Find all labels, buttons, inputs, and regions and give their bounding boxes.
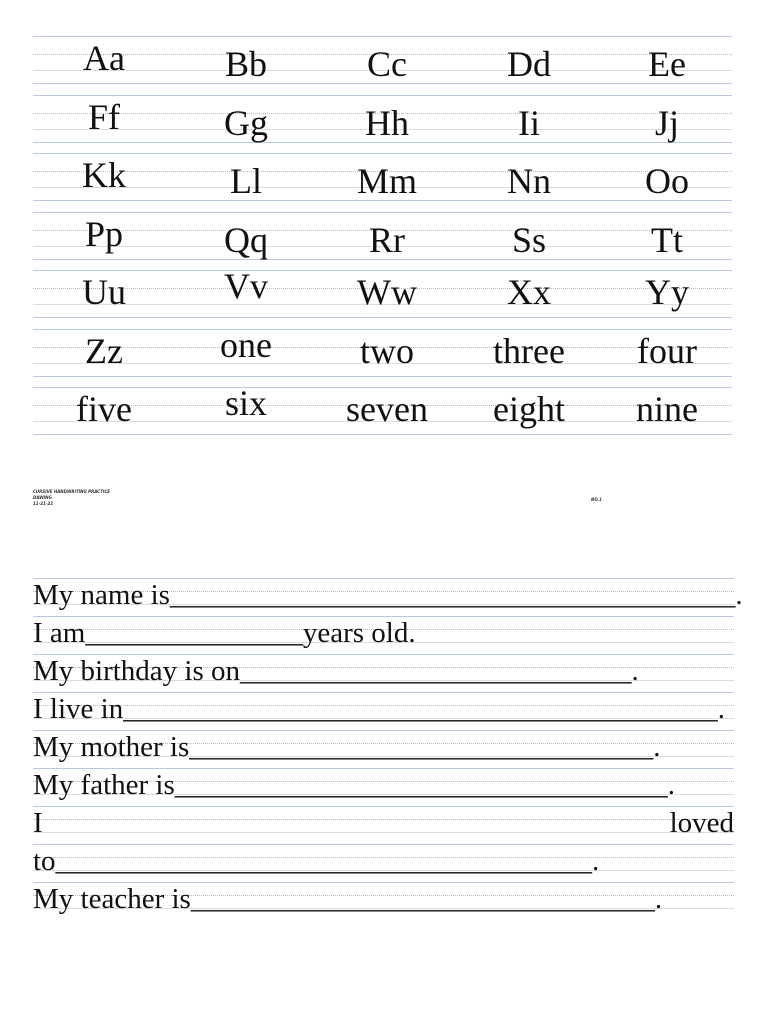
- worksheet-number: NO.1: [591, 497, 602, 502]
- grid-cell: Ll: [230, 161, 262, 201]
- father-sentence: My father is__________________________________.: [33, 769, 675, 801]
- grid-cell: Yy: [645, 272, 689, 312]
- grid-cell: Ii: [518, 102, 540, 143]
- birthday-sentence: My birthday is on___________________________.: [33, 655, 639, 687]
- loved-to-sentence: to_____________________________________.: [33, 845, 600, 877]
- mother-sentence: My mother is________________________________.: [33, 731, 661, 763]
- age-sentence: I am_______________years old.: [33, 617, 416, 649]
- grid-cell: Ee: [648, 44, 686, 84]
- grid-cell: Ww: [357, 272, 417, 312]
- grid-cell: Xx: [507, 272, 551, 312]
- grid-cell: four: [637, 330, 697, 371]
- grid-row: [33, 266, 732, 328]
- worksheet-date: 11-21-22: [33, 501, 54, 506]
- grid-cell: Nn: [507, 161, 551, 201]
- grid-row: [33, 212, 732, 270]
- grid-cell: Mm: [356, 161, 417, 201]
- grid-cell: Rr: [369, 219, 405, 260]
- about-me-form: [33, 578, 743, 918]
- grid-cell: Kk: [82, 155, 126, 195]
- worksheet-header: [33, 489, 733, 519]
- grid-row: [33, 383, 732, 445]
- form-line-father: [33, 768, 734, 806]
- form-line-birthday: [33, 654, 734, 692]
- form-line-teacher: [33, 882, 734, 920]
- grid-row: [33, 153, 732, 211]
- grid-cell: Ss: [511, 219, 547, 260]
- loved-sentence-start: I: [33, 807, 43, 839]
- grid-cell: eight: [493, 389, 565, 429]
- grid-cell: Ff: [87, 96, 120, 137]
- form-line-mother: [33, 730, 734, 768]
- form-line-loved-to: [33, 844, 734, 882]
- form-line-name: [33, 578, 743, 616]
- grid-row: [33, 324, 732, 387]
- worksheet-header-left: [33, 489, 733, 507]
- home-sentence: I live in_________________________________________.: [33, 693, 725, 725]
- grid-cell: Hh: [365, 102, 409, 143]
- alphabet-practice-grid: [33, 36, 732, 436]
- worksheet-title: CURSIVE HANDWRITING PRACTICE: [33, 489, 110, 494]
- grid-cell: Bb: [224, 44, 267, 84]
- loved-sentence: [33, 806, 734, 840]
- grid-row: [33, 36, 732, 94]
- grid-cell: Zz: [85, 330, 123, 371]
- grid-cell: Dd: [507, 44, 551, 84]
- grid-cell: one: [220, 324, 272, 365]
- grid-cell: seven: [346, 389, 428, 429]
- grid-cell: Oo: [645, 161, 689, 201]
- grid-cell: Vv: [224, 266, 268, 306]
- grid-cell: Jj: [654, 102, 679, 143]
- grid-cell: Gg: [224, 102, 268, 143]
- grid-cell: three: [493, 330, 565, 371]
- teacher-sentence: My teacher is________________________________.: [33, 883, 663, 915]
- grid-cell: Cc: [367, 44, 407, 84]
- name-sentence: My name is_______________________________________.: [33, 579, 743, 611]
- loved-sentence-end: loved: [669, 807, 734, 839]
- form-line-age: [33, 616, 734, 654]
- grid-cell: six: [224, 383, 267, 423]
- grid-cell: Pp: [84, 213, 124, 254]
- grid-cell: Uu: [82, 272, 126, 312]
- form-line-home: [33, 692, 734, 730]
- grid-cell: Qq: [224, 219, 268, 260]
- grid-row: [33, 95, 732, 153]
- grid-cell: Tt: [651, 219, 683, 260]
- worksheet-subtitle: DAWING: [33, 495, 52, 500]
- grid-cell: nine: [636, 389, 698, 429]
- grid-cell: two: [360, 330, 414, 371]
- grid-cell: five: [76, 389, 132, 429]
- form-line-loved: [33, 806, 734, 844]
- grid-cell: Aa: [83, 38, 125, 78]
